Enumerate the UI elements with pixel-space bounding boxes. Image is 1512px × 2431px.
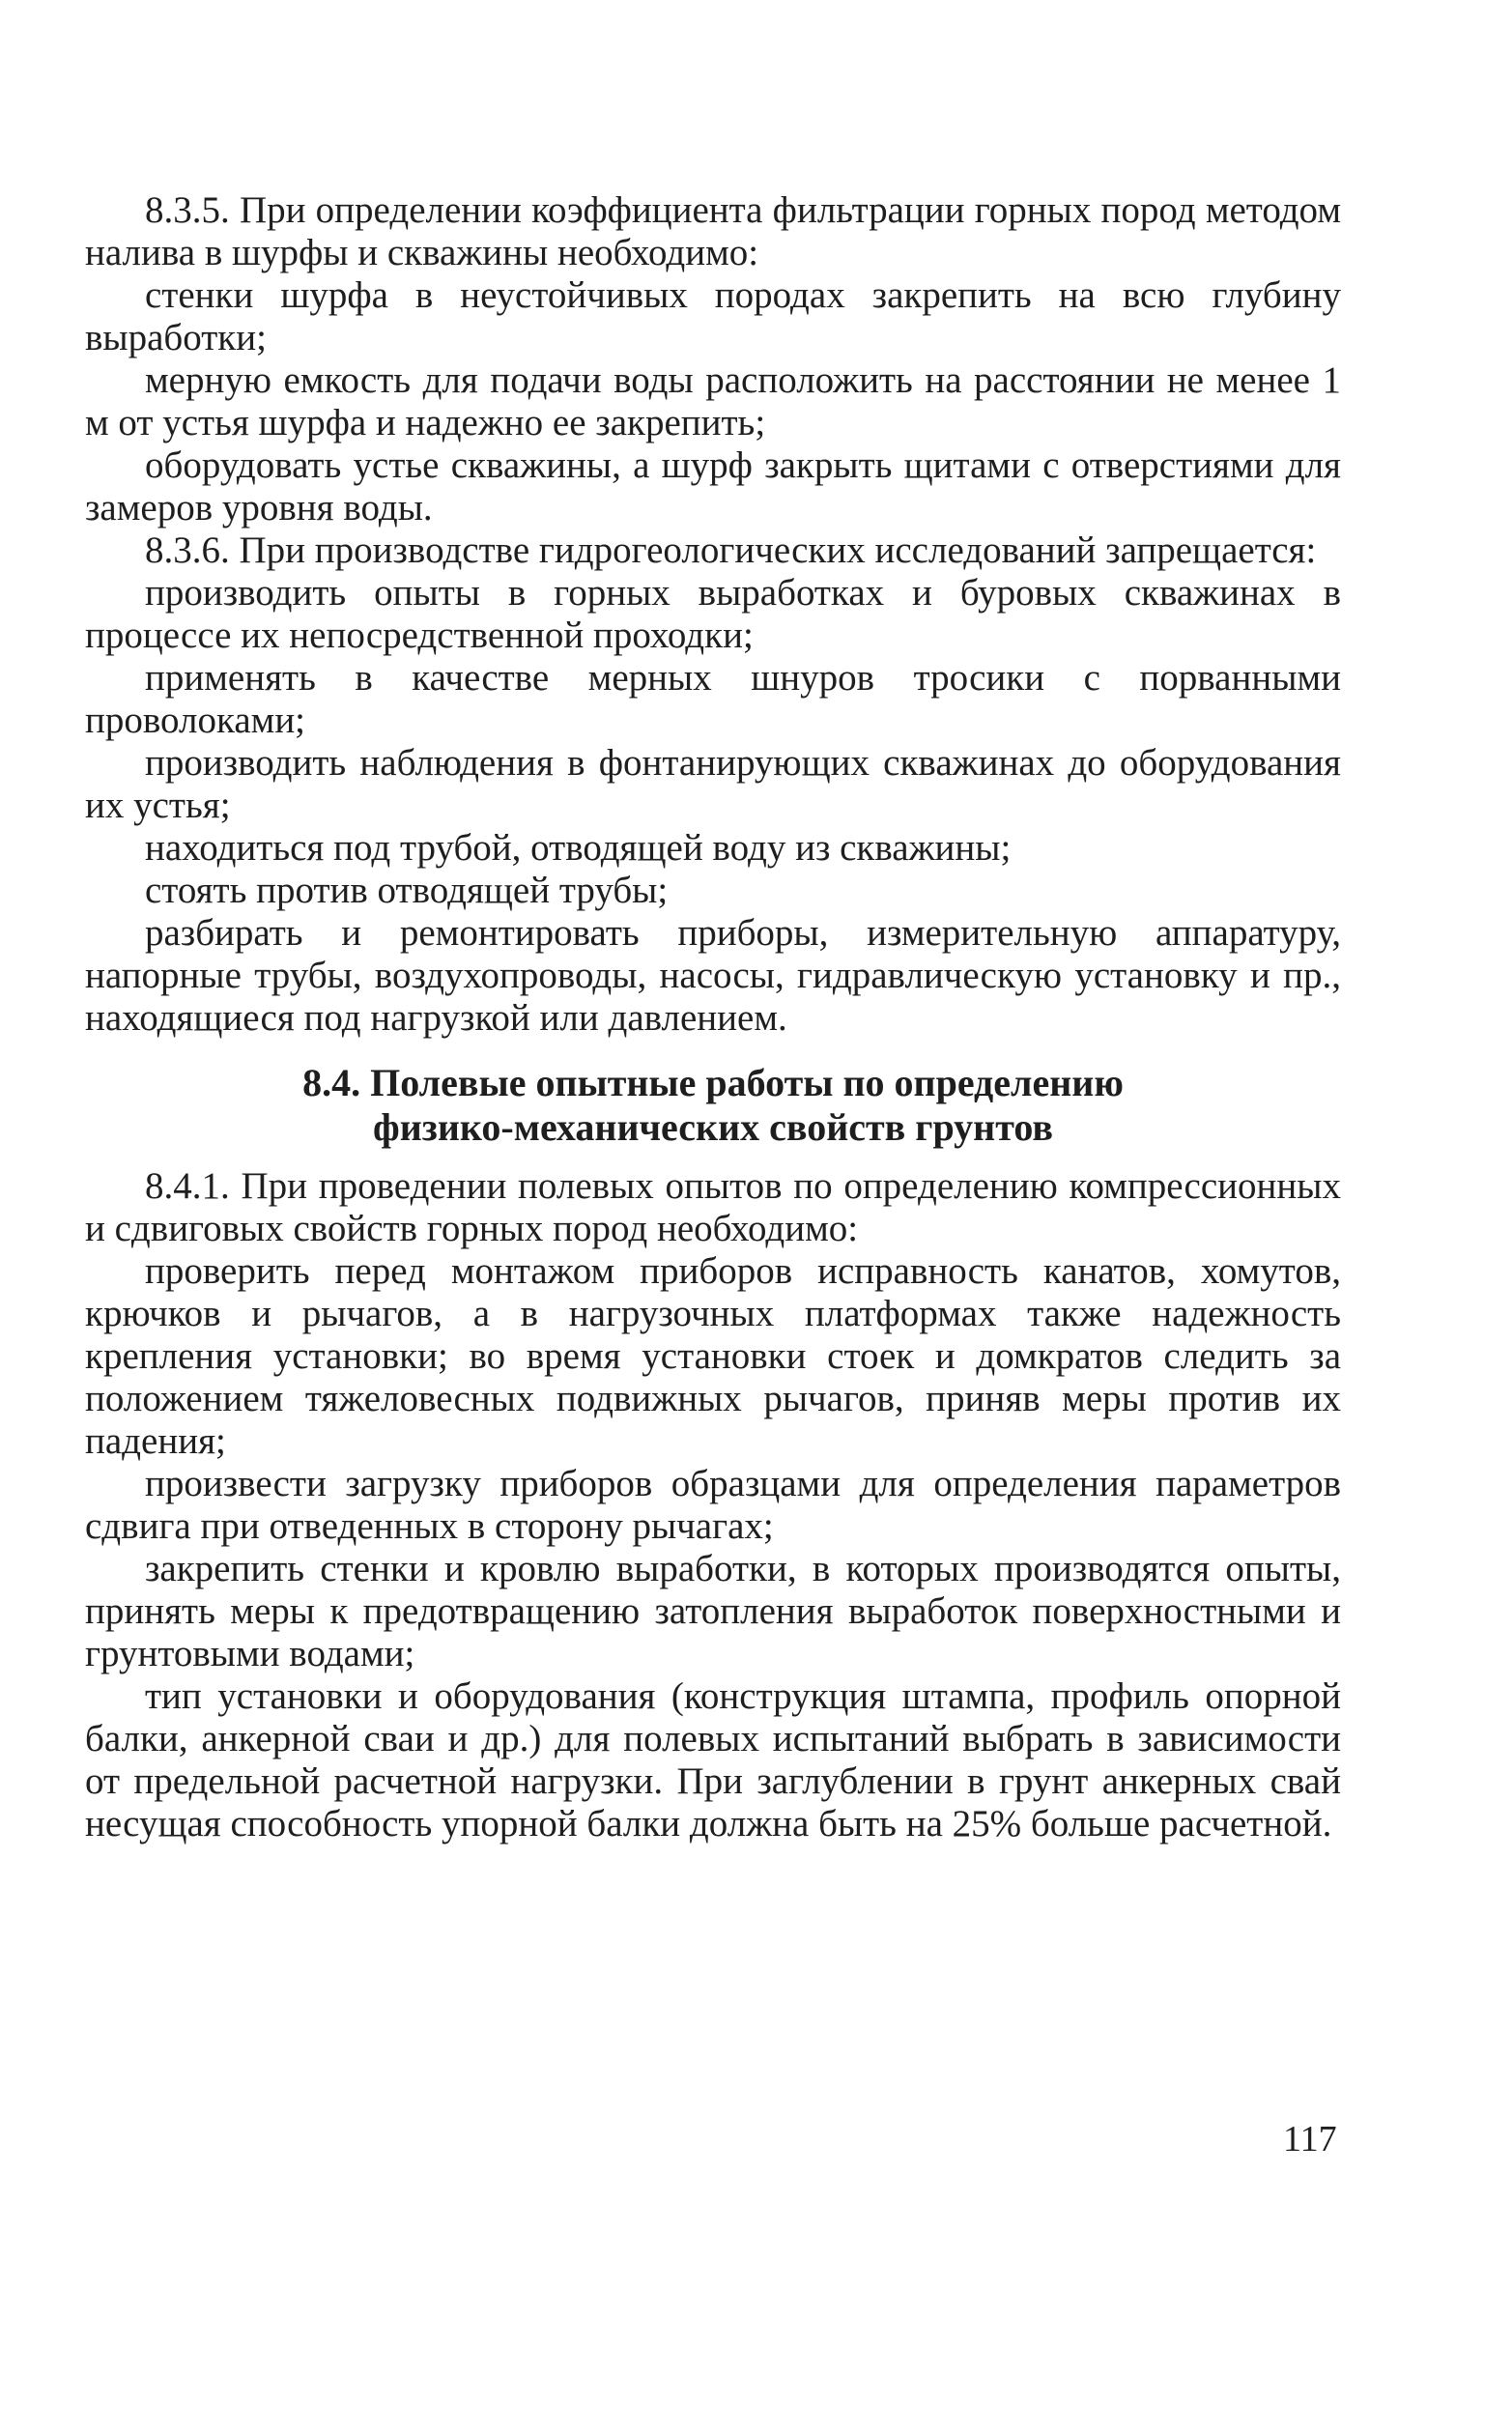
paragraph-8-4-1: 8.4.1. При проведении полевых опытов по определению компрессионных и сдвиговых свойств горных пород необходимо: xyxy=(85,1165,1341,1249)
paragraph-item: произвести загрузку приборов образцами для определения параметров сдвига при отведенных в сторону рычагах; xyxy=(85,1463,1341,1547)
paragraph-item: оборудовать устье скважины, а шурф закрыть щитами с отверстиями для замеров уровня воды. xyxy=(85,444,1341,529)
paragraph-item: стенки шурфа в неустойчивых породах закрепить на всю глубину выработки; xyxy=(85,274,1341,358)
paragraph-item: производить опыты в горных выработках и буровых скважинах в процессе их непосредственной проходки; xyxy=(85,572,1341,656)
paragraph-item: мерную емкость для подачи воды расположить на расстоянии не менее 1 м от устья шурфа и надежно ее закрепить; xyxy=(85,359,1341,443)
paragraph-item: стоять против отводящей трубы; xyxy=(145,870,669,911)
paragraph-item: применять в качестве мерных шнуров тросики с порванными проволоками; xyxy=(85,657,1341,741)
page-number: 117 xyxy=(1283,2119,1337,2159)
paragraph-8-3-5: 8.3.5. При определении коэффициента фильтрации горных пород методом налива в шурфы и скважины необходимо: xyxy=(85,189,1341,273)
paragraph-item: проверить перед монтажом приборов исправность канатов, хомутов, крючков и рычагов, а в нагрузочных платформах также надежность крепления установки; во время установки стоек и домкратов следить за положением тяжеловесных подвижных рычагов, приняв меры против их падения; xyxy=(85,1250,1341,1462)
paragraph-item: разбирать и ремонтировать приборы, измерительную аппаратуру, напорные трубы, воздухопроводы, насосы, гидравлическую установку и пр., находящиеся под нагрузкой или давлением. xyxy=(85,912,1341,1039)
paragraph-item: находиться под трубой, отводящей воду из скважины; xyxy=(145,827,1012,869)
paragraph-8-3-6: 8.3.6. При производстве гидрогеологических исследований запрещается: xyxy=(145,529,1317,571)
section-heading xyxy=(85,1061,1341,1150)
section-heading-line-1: 8.4. Полевые опытные работы по определению xyxy=(302,1061,1124,1104)
section-heading-line-2: физико-механических свойств грунтов xyxy=(373,1105,1053,1149)
paragraph-item: тип установки и оборудования (конструкция штампа, профиль опорной балки, анкерной сваи и др.) для полевых испытаний выбрать в зависимости от предельной расчетной нагрузки. При заглублении в грунт анкерных свай несущая способность упорной балки должна быть на 25% больше расчетной. xyxy=(85,1675,1341,1845)
paragraph-item: закрепить стенки и кровлю выработки, в которых производятся опыты, принять меры к предотвращению затопления выработок поверхностными и грунтовыми водами; xyxy=(85,1548,1341,1674)
paragraph-item: производить наблюдения в фонтанирующих скважинах до оборудования их устья; xyxy=(85,742,1341,826)
document-page xyxy=(85,189,1341,1845)
